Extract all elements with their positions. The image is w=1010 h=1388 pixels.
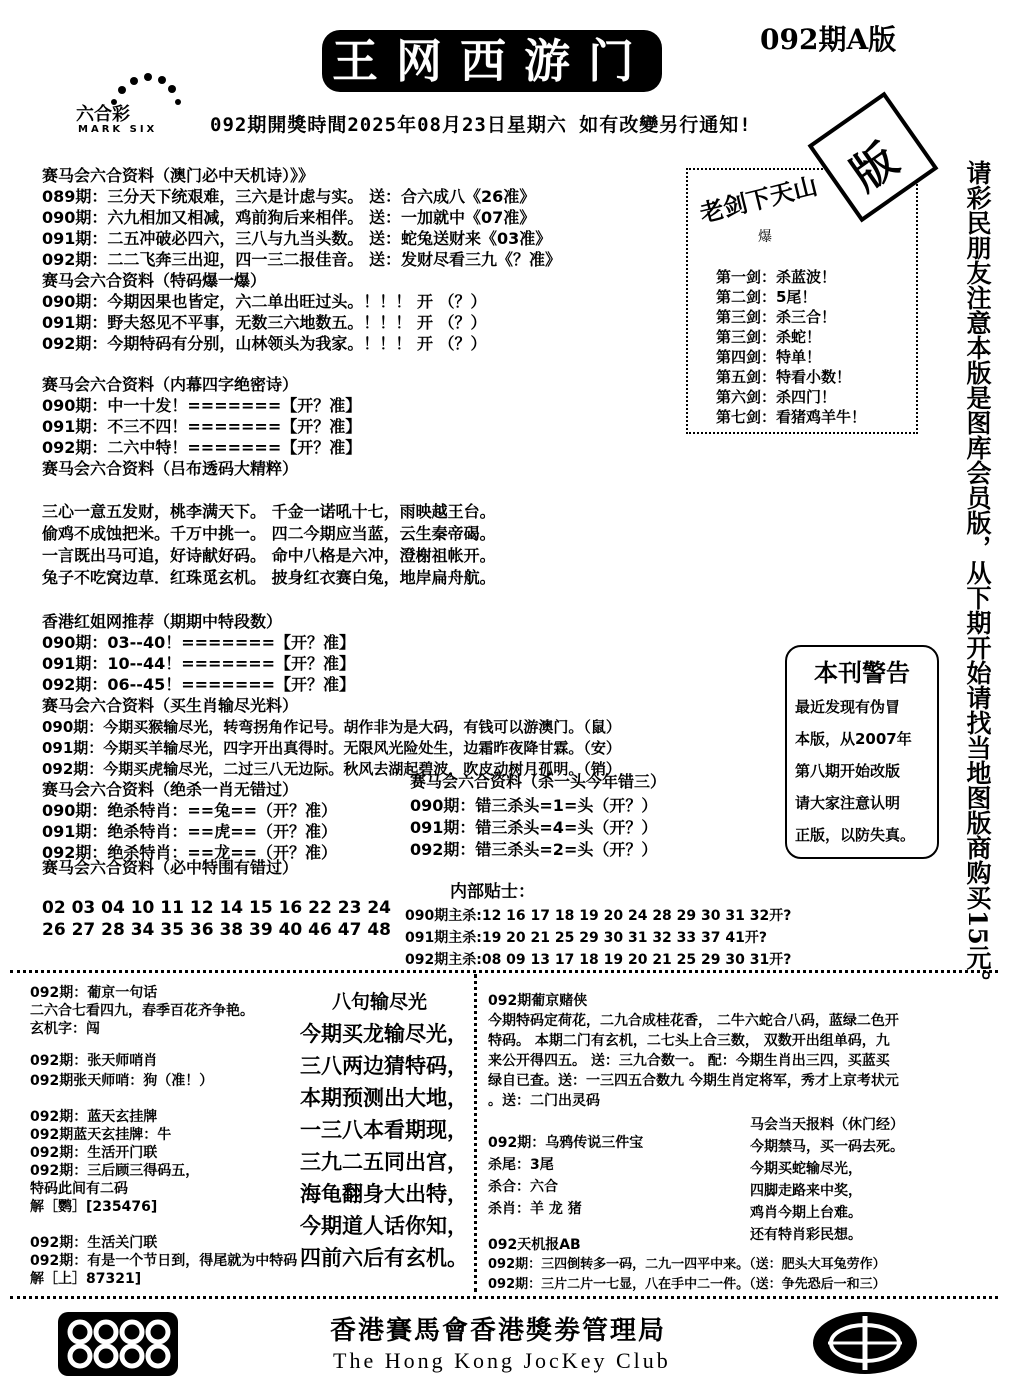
text-line: 091期：绝杀特肖：==虎==（开？准） — [42, 822, 338, 841]
logo-subtext: MARK SIX — [78, 124, 158, 135]
text-line: 今期特码定荷花，二九合成桂花香， 二牛六蛇合八码，蓝绿二色开 — [488, 1013, 899, 1029]
section-title: 赛马会六合资料（特码爆一爆） — [42, 271, 267, 290]
poem-line: 本期预测出大地， — [300, 1085, 468, 1110]
poem-line: 三心一意五发财，桃李满天下。 千金一诺吼十七，雨映越王台。 — [42, 502, 496, 521]
text-line: 鸡肖今期上台难。 — [750, 1205, 862, 1221]
text-line: 091期：野夫怒见不平事，无数三六地数五。！！！ 开 （？） — [42, 313, 487, 332]
sword-line: 第六剑：杀四门！ — [716, 388, 837, 406]
text-line: 092期：二六中特！=======【开？准】 — [42, 438, 362, 457]
footer-org-en: The Hong Kong JocKey Club — [333, 1348, 671, 1373]
section-title: 马会当天报料（休门经） — [750, 1117, 904, 1133]
number-line: 26 27 28 34 35 36 38 39 40 46 47 48 — [42, 920, 391, 940]
warning-line: 本版，从2007年 — [795, 730, 912, 748]
section-title: 香港红姐网推荐（期期中特段数） — [42, 612, 283, 631]
sword-line: 第七剑：看猪鸡羊牛！ — [716, 408, 867, 426]
poem-line: 兔子不吃窝边草．红珠觅玄机。 披身红衣赛白兔，地岸扁舟航。 — [42, 568, 496, 587]
text-line: 092期：三四倒转多一码，二九一四平中来。（送：肥头大耳兔劳作） — [488, 1257, 886, 1272]
number-line: 02 03 04 10 11 12 14 15 16 22 23 24 — [42, 898, 391, 918]
text-line: 还有特肖彩民想。 — [750, 1227, 862, 1243]
warning-line: 最近发现有伪冒 — [795, 698, 901, 716]
section-title: 赛马会六合资料（澳门必中天机诗）》》 — [42, 166, 315, 185]
poem-line: 三八两边猜特码， — [300, 1053, 468, 1078]
kill-line: 090期主杀:12 16 17 18 19 20 24 28 29 30 31 32开? — [405, 908, 792, 924]
text-line: 。送：二门出灵码 — [488, 1093, 600, 1109]
text-line: 解［上］87321] — [30, 1271, 142, 1287]
logo-text: 六合彩 — [76, 104, 130, 125]
text-line: 092期：错三杀头=2=头（开？） — [410, 840, 658, 859]
text-line: 090期：绝杀特肖：==兔==（开？准） — [42, 801, 338, 820]
divider — [10, 970, 998, 973]
section-title: 092期葡京赌侠 — [488, 993, 588, 1009]
divider — [10, 1296, 998, 1299]
text-line: 090期：今期因果也皆定，六二单出旺过头。！！！ 开 （？） — [42, 292, 487, 311]
text-line: 绿自已查。送：一三四五合数九 今期生肖定将军，秀才上京考状元 — [488, 1073, 899, 1089]
text-line: 092期：今期买虎输尽光，二过三八无边际。秋风去湖起碧波，吹皮动树月孤明。（销） — [42, 760, 621, 778]
text-line: 092期：三后顾三得码五， — [30, 1163, 200, 1179]
section-title: 赛马会六合资料（内幕四字绝密诗） — [42, 375, 299, 394]
text-line: 092期：乌鸦传说三件宝 — [488, 1135, 644, 1151]
text-line: 092期：有是一个节日到，得尾就为中特码 — [30, 1253, 298, 1269]
sword-line: 第一剑：杀蓝波！ — [716, 268, 837, 286]
side-notice: 请彩民朋友注意本版是图库会员版，从下期开始请找当地图版商购买15元。 — [963, 160, 992, 995]
knot-logo-icon — [58, 1312, 178, 1376]
section-title: 赛马会六合资料（买生肖输尽光料） — [42, 696, 299, 715]
text-line: 杀肖：羊 龙 猪 — [488, 1201, 582, 1217]
text-line: 090期：错三杀头=1=头（开？） — [410, 796, 658, 815]
swords-title: 老剑下天山 — [696, 170, 821, 229]
text-line: 090期：六九相加又相减，鸡前狗后来相伴。 送：一加就中《07准》 — [42, 208, 536, 227]
text-line: 092期：二二飞奔三出迎，四一三二报佳音。 送：发财尽看三九《？准》 — [42, 250, 561, 269]
text-line: 四脚走路来中奖， — [750, 1183, 862, 1199]
text-line: 092期：生活开门联 — [30, 1145, 158, 1161]
warning-title: 本刊警告 — [814, 658, 910, 687]
text-line: 092期蓝天玄挂牌：牛 — [30, 1127, 172, 1143]
text-line: 今期买蛇输尽光， — [750, 1161, 862, 1177]
section-title: 赛马会六合资料（绝杀一肖无错过） — [42, 780, 299, 799]
warning-box — [785, 645, 939, 859]
text-line: 091期：二五冲破必四六，三八与九当头数。 送：蛇兔送财来《03准》 — [42, 229, 552, 248]
poem-line: 四前六后有玄机。 — [300, 1245, 468, 1270]
text-line: 090期：今期买猴输尽光，转弯拐角作记号。胡作非为是大码，有钱可以游澳门。（鼠） — [42, 718, 621, 736]
text-line: 092期：张天师哨肖 — [30, 1053, 158, 1069]
text-line: 092期：三片二片一七显，八在手中二一件。（送：争先恐后一和三） — [488, 1277, 886, 1292]
divider — [474, 974, 477, 1292]
text-line: 091期：错三杀头=4=头（开？） — [410, 818, 658, 837]
sword-line: 第五剑：特看小数！ — [716, 368, 852, 386]
sword-line: 第四剑：特单！ — [716, 348, 822, 366]
footer-left-logo — [58, 1312, 178, 1376]
text-line: 092期：葡京一句话 — [30, 985, 158, 1001]
footer-right-logo — [810, 1310, 920, 1376]
poem-line: 今期买龙输尽光， — [300, 1021, 468, 1046]
text-line: 解［鹦］[235476] — [30, 1199, 158, 1215]
kill-line: 092期主杀:08 09 13 17 18 19 20 21 25 29 30 31开? — [405, 952, 792, 968]
text-line: 杀尾：3尾 — [488, 1157, 554, 1173]
text-line: 092期：06--45！=======【开？准】 — [42, 675, 356, 694]
poem-line: 一言既出马可追，好诗献好码。 命中八格是六冲，澄榭祖帐开。 — [42, 546, 496, 565]
warning-line: 请大家注意认明 — [795, 794, 901, 812]
text-line: 特码。 本期二门有玄机，二七头上合三数， 双数开出组单码，九 — [488, 1033, 890, 1049]
text-line: 091期：不三不四！=======【开？准】 — [42, 417, 362, 436]
poem-line: 海龟翻身大出特， — [300, 1181, 468, 1206]
text-line: 092期：绝杀特肖：==龙==（开？准） — [42, 843, 338, 862]
text-line: 089期：三分天下统艰难，三六是计虑与实。 送：合六成八《26准》 — [42, 187, 536, 206]
warning-line: 正版，以防失真。 — [795, 826, 916, 844]
text-line: 今期禁马，买一码去死。 — [750, 1139, 904, 1155]
section-title: 内部贴士： — [450, 882, 535, 902]
draw-notice: 092期開獎時間2025年08月23日星期六 如有改變另行通知! — [210, 114, 752, 136]
text-line: 091期：今期买羊输尽光，四字开出真得时。无限风光险处生，边霜昨夜降甘霖。（安） — [42, 739, 621, 757]
section-title: 赛马会六合资料（必中特围有错过） — [42, 858, 299, 877]
text-line: 玄机字：闯 — [30, 1021, 100, 1037]
edition-stamp-text: 版 — [841, 134, 908, 202]
edition-label: 092期A版 — [760, 23, 897, 56]
text-line: 090期：03--40！=======【开？准】 — [42, 633, 356, 652]
poem-line: 今期道人话你知， — [300, 1213, 468, 1238]
footer-org-cn: 香港賽馬會香港獎劵管理局 — [330, 1316, 667, 1346]
swords-mark: 爆 — [758, 229, 772, 245]
club-emblem-icon — [810, 1310, 920, 1376]
text-line: 杀合：六合 — [488, 1179, 558, 1195]
text-line: 特码此间有二码 — [30, 1181, 128, 1197]
text-line: 092期：蓝天玄挂牌 — [30, 1109, 158, 1125]
warning-line: 第八期开始改版 — [795, 762, 901, 780]
mark-six-logo — [74, 72, 184, 142]
masthead-title: 王网西游门 — [322, 30, 662, 92]
sword-line: 第三剑：杀三合！ — [716, 308, 837, 326]
text-line: 092期：今期特码有分别，山林领头为我家。！！！ 开 （？） — [42, 334, 487, 353]
sword-line: 第三剑：杀蛇！ — [716, 328, 822, 346]
poem-line: 偷鸡不成蚀把米。千万中挑一。 四二今期应当蓝，云生秦帝碣。 — [42, 524, 496, 543]
section-title: 赛马会六合资料（吕布透码大精粹） — [42, 459, 299, 478]
text-line: 090期：中一十发！=======【开？准】 — [42, 396, 362, 415]
section-title: 092天机报AB — [488, 1237, 581, 1253]
poem-line: 三九二五同出宫， — [300, 1149, 468, 1174]
kill-line: 091期主杀:19 20 21 25 29 30 31 32 33 37 41开? — [405, 930, 767, 946]
section-title: 赛马会六合资料（杀一头今年错三） — [410, 772, 667, 791]
text-line: 092期：生活关门联 — [30, 1235, 158, 1251]
text-line: 二六合七看四九，春季百花齐争艳。 — [30, 1003, 254, 1019]
text-line: 091期：10--44！=======【开？准】 — [42, 654, 356, 673]
sword-line: 第二剑：5尾！ — [716, 288, 817, 306]
text-line: 来公开得四五。 送：三九合数一。 配：今期生肖出三四，买蓝买 — [488, 1053, 890, 1069]
warning-body — [795, 691, 915, 851]
poem-line: 一三八本看期现， — [300, 1117, 468, 1142]
text-line: 092期张天师哨：狗（准！） — [30, 1073, 214, 1089]
poem-title: 八句输尽光 — [332, 991, 428, 1013]
